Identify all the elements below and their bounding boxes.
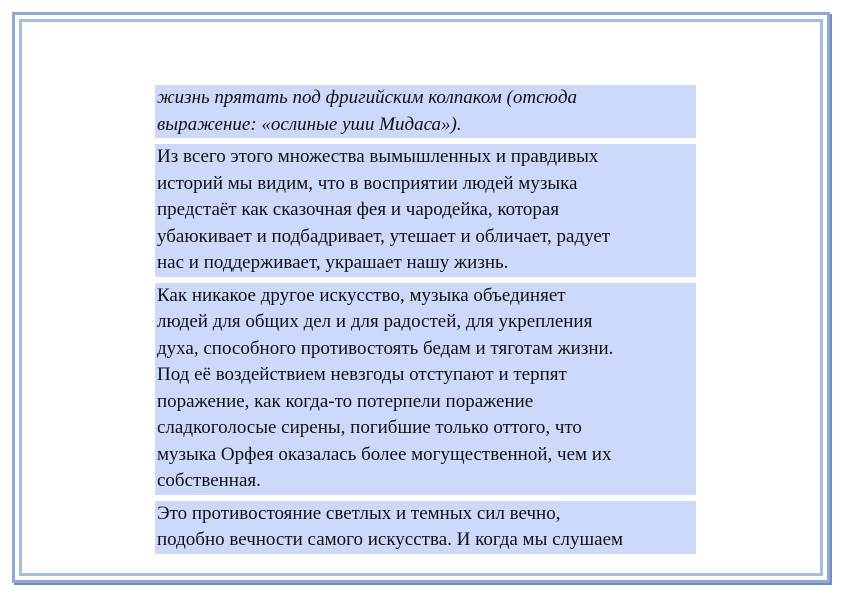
paragraph-midas: жизнь прятать под фригийским колпаком (отсюда выражение: «ослиные уши Мидаса»). [155, 85, 696, 138]
slide-text-block [155, 85, 696, 560]
paragraph-music-unites: Как никакое другое искусство, музыка объединяет людей для общих дел и для радостей, для укрепления духа, способного противостоять бедам и тяготам жизни. Под её воздействием невзгоды отступают и терпят поражение, как когда-то потерпели поражение сладкоголосые сирены, погибшие только оттого, что музыка Орфея оказалась более могущественной, чем их собственная. [155, 283, 696, 495]
paragraph-music-fairy: Из всего этого множества вымышленных и правдивых историй мы видим, что в восприятии людей музыка предстаёт как сказочная фея и чародейка, которая убаюкивает и подбадривает, утешает и обличает, радует нас и поддерживает, украшает нашу жизнь. [155, 144, 696, 277]
paragraph-light-dark: Это противостояние светлых и темных сил вечно, подобно вечности самого искусства. И когда мы слушаем [155, 501, 696, 554]
